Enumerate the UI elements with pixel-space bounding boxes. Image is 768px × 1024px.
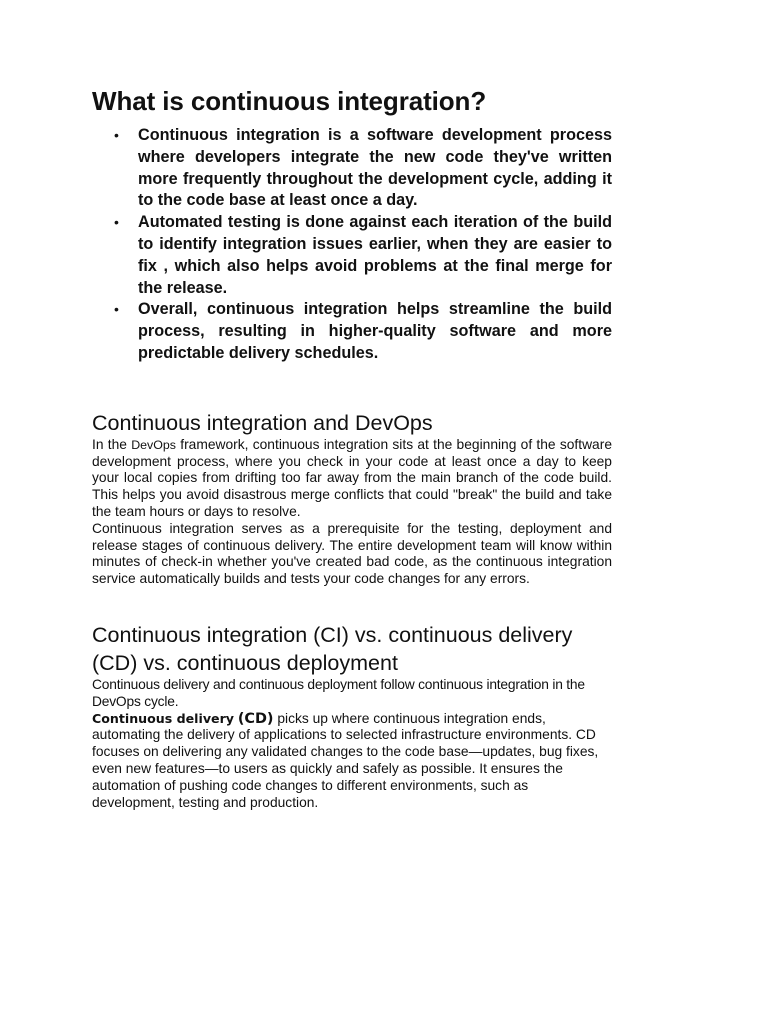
document-page [92,84,612,811]
devops-term: DevOps [131,437,176,452]
bullet-icon: • [114,214,119,231]
cd-intro-paragraph: Continuous delivery and continuous deployment follow continuous integration in the DevOps cycle. [92,676,585,709]
list-item [114,212,612,299]
list-item-text: Continuous integration is a software development process where developers integrate the new code they've written more frequently throughout the development cycle, adding it to the code base at least once a day. [138,126,612,210]
list-item [114,299,612,364]
ci-bullet-list [92,125,612,365]
list-item-text: Overall, continuous integration helps streamline the build process, resulting in higher-quality software and more predictable delivery schedules. [138,300,612,362]
cd-abbreviation: (CD) [237,710,274,727]
bullet-icon: • [114,301,119,318]
cd-definition-paragraph [92,711,612,812]
cd-term: Continuous delivery [92,710,234,726]
devops-paragraph [92,437,612,521]
section-title-ci-vs-cd: Continuous integration (CI) vs. continuous delivery (CD) vs. continuous deployment [92,622,573,675]
cd-definition-text: picks up where continuous integration ends, automating the delivery of applications to selected infrastructure environments. CD focuses on delivering any validated changes to the code base—updates, bug fixes, even new features—to users as quickly and safely as possible. It ensures the automation of pushing code changes to different environments, such as development, testing and production. [92,710,599,810]
section-title-what-is-ci: What is continuous integration? [92,86,487,116]
devops-paragraph-prefix: In the [92,436,127,452]
list-item [114,125,612,212]
ci-prerequisite-paragraph: Continuous integration serves as a prerequisite for the testing, deployment and release stages of continuous delivery. The entire development team will know within minutes of check-in whether you've created bad code, as the continuous integration service automatically builds and tests your code changes for any errors. [92,520,612,587]
bullet-icon: • [114,127,119,143]
list-item-text: Automated testing is done against each iteration of the build to identify integration issues earlier, when they are easier to fix , which also helps avoid problems at the final merge for the release. [138,213,612,297]
devops-paragraph-text: framework, continuous integration sits at the beginning of the software development process, where you check in your code at least once a day to keep your local copies from drifting too far away from the main branch of the code build. This helps you avoid disastrous merge conflicts that could "break" the build and take the team hours or days to resolve. [92,436,612,519]
section-title-ci-and-devops: Continuous integration and DevOps [92,410,433,435]
